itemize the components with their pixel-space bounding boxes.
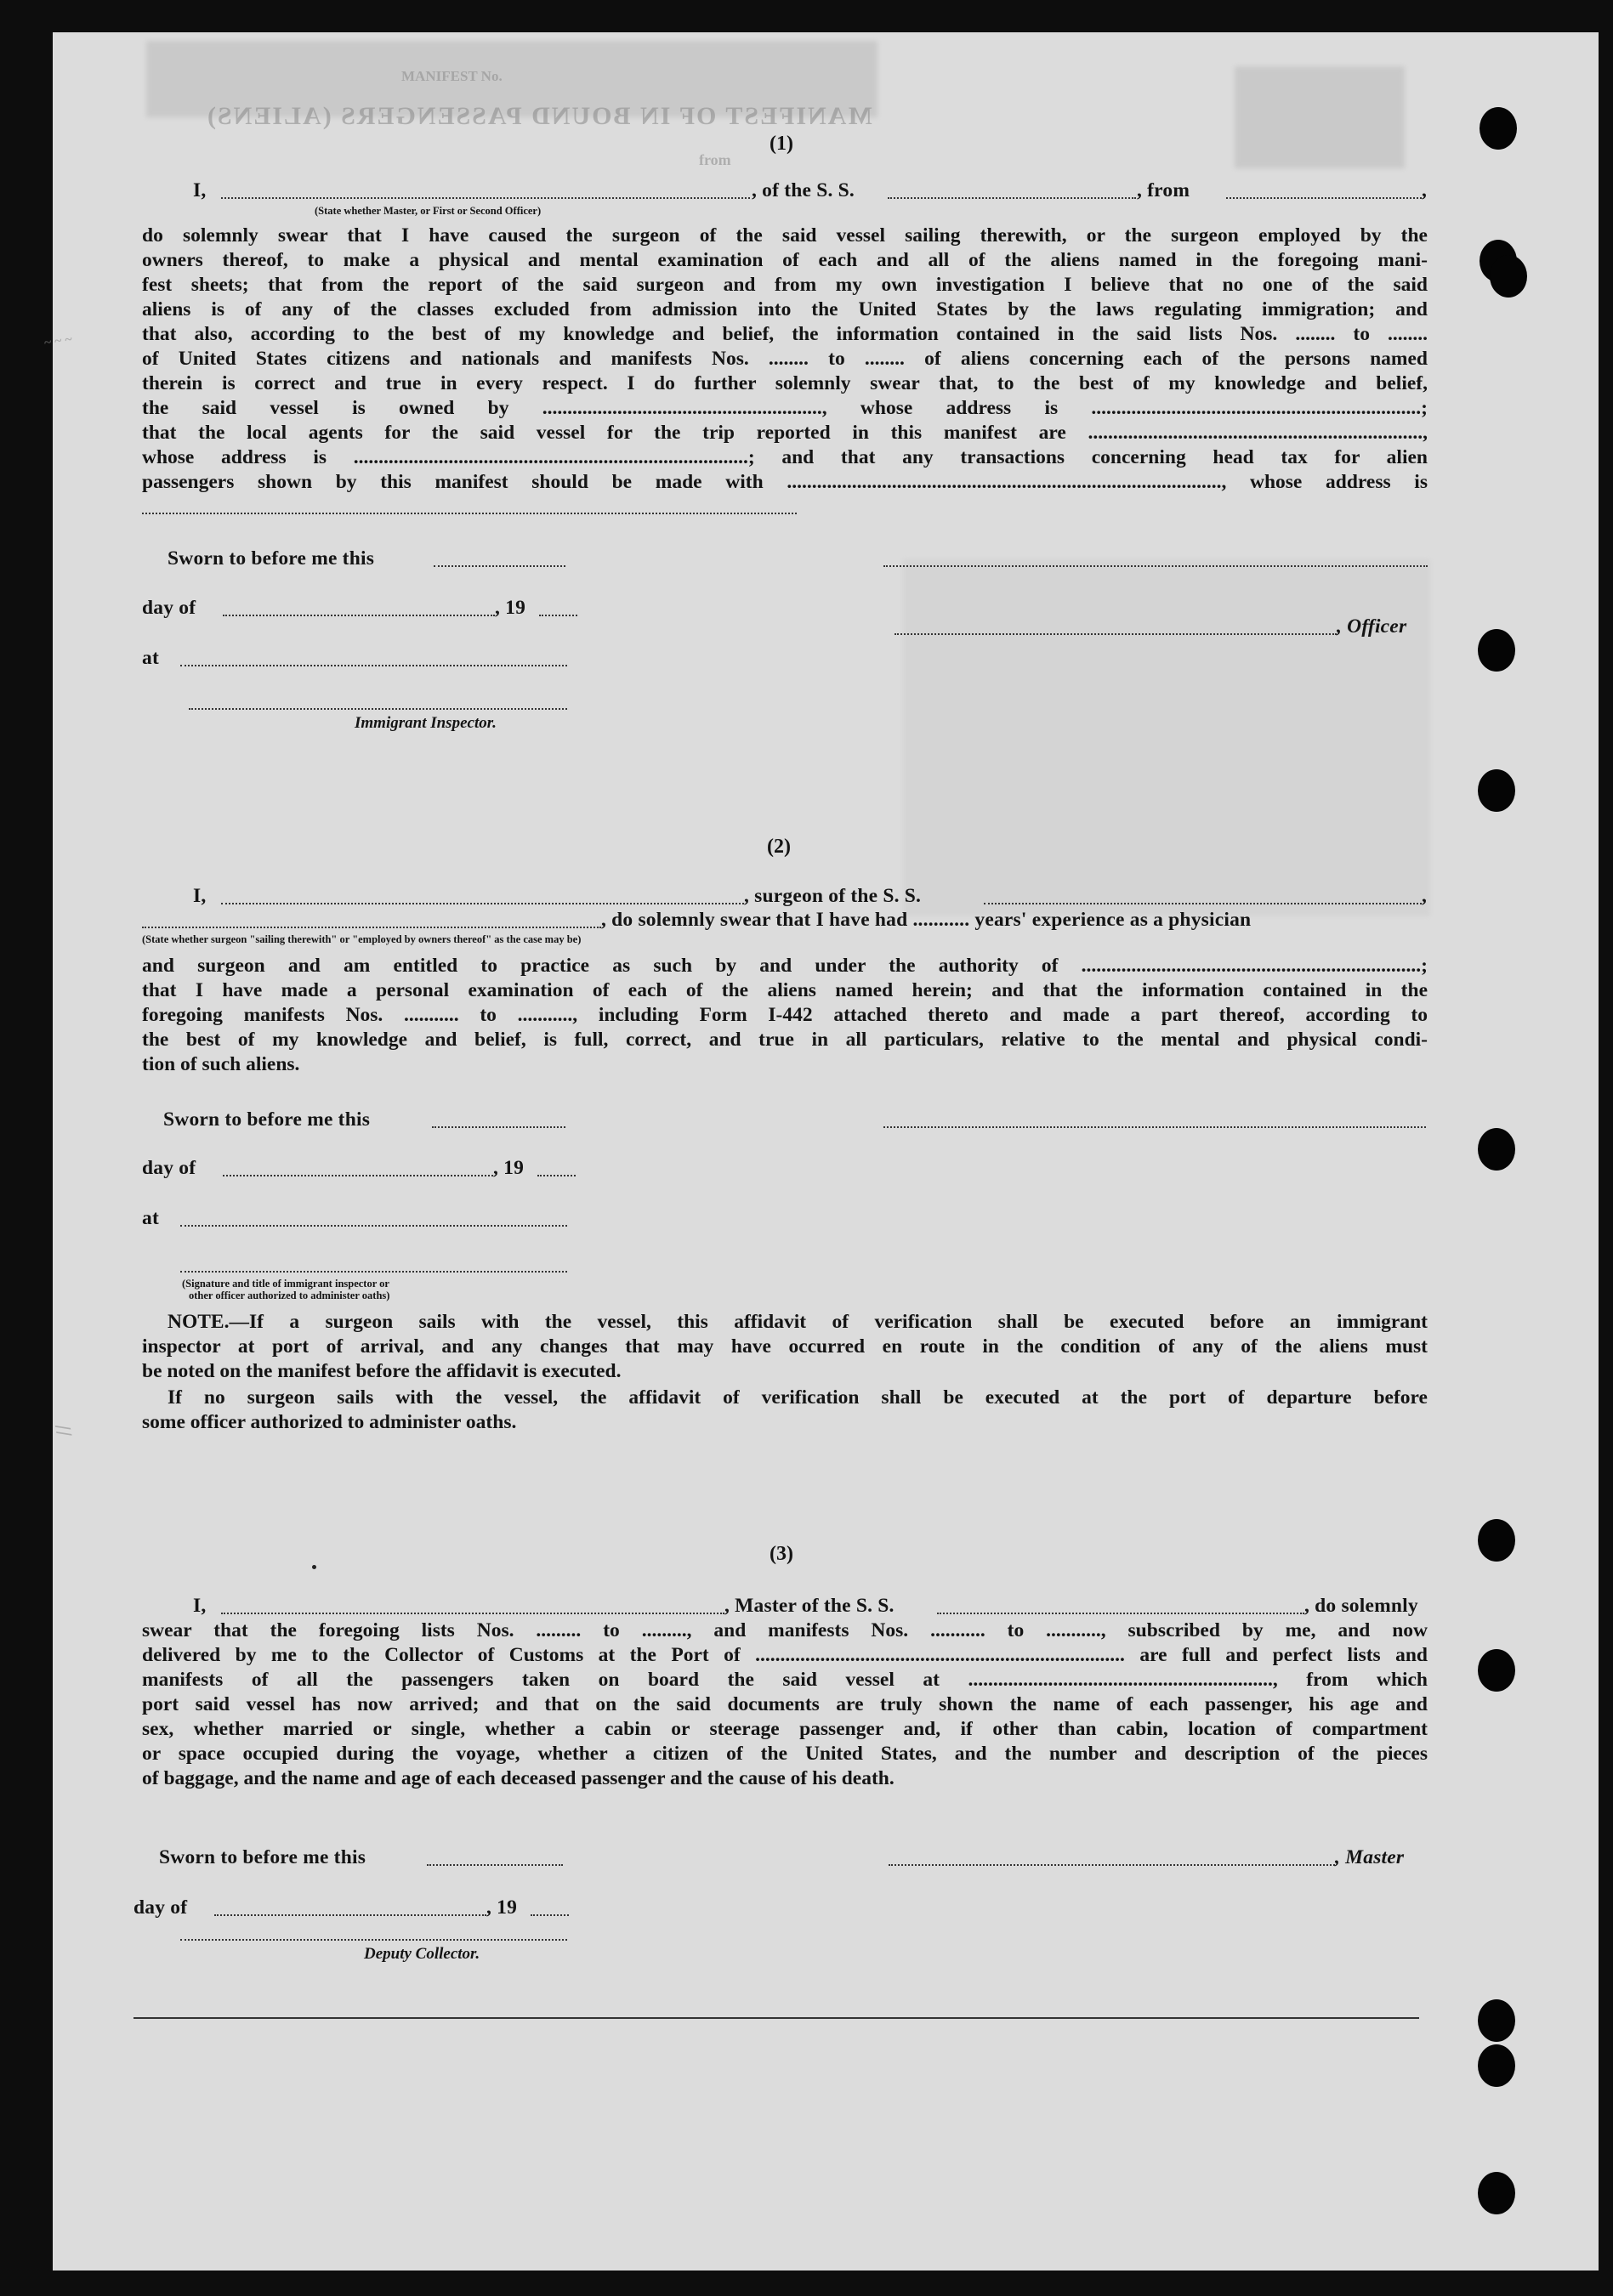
s1-line: passengers shown by this manifest should be made with ......................................................................................., whose address is — [142, 471, 1428, 493]
s1-ship-name-line — [888, 197, 1136, 199]
s1-of-ss: , of the S. S. — [752, 179, 855, 201]
s2-line: that I have made a personal examination of each of the aliens named herein; and that the information contained in the — [142, 979, 1428, 1001]
punch-hole — [1478, 1649, 1515, 1692]
punch-hole — [1478, 2044, 1515, 2087]
s1-inspector-sign-line — [189, 708, 567, 710]
s3-do-solemnly: , do solemnly — [1304, 1595, 1418, 1617]
s1-sworn: Sworn to before me this — [168, 547, 375, 570]
s1-line: fest sheets; that from the report of the said surgeon and from my own investigation I believe that no one of the said — [142, 274, 1428, 296]
punch-hole — [1480, 107, 1517, 150]
section-1-heading: (1) — [770, 133, 793, 155]
s2-sailing-line — [142, 927, 601, 928]
s3-collector-sign-line — [180, 1939, 567, 1941]
s2-oath-paragraph — [142, 954, 1428, 1077]
s3-line: sex, whether married or single, whether a cabin or steerage passenger and, if other than cabin, location of compartment — [142, 1718, 1428, 1740]
s1-officer-label — [1337, 615, 1406, 638]
punch-hole — [1478, 2172, 1515, 2214]
s1-oath-paragraph — [142, 224, 1428, 495]
s2-signature-caption-1: (Signature and title of immigrant inspector or — [182, 1278, 389, 1290]
punch-hole — [1478, 769, 1515, 812]
s2-signature-line — [180, 1271, 567, 1273]
s3-ship-name-line — [937, 1613, 1304, 1614]
s1-line: owners thereof, to make a physical and mental examination of each and all of the aliens named in the foregoing mani- — [142, 249, 1428, 271]
s2-sworn: Sworn to before me this — [163, 1108, 371, 1131]
s3-master-sign-line — [889, 1864, 1335, 1866]
s1-officer-text: , Officer — [1337, 615, 1407, 638]
s1-line: whose address is ...............................................................................; and that any transactions concerning head tax for alien — [142, 446, 1428, 468]
s3-day-line — [214, 1914, 486, 1916]
punch-hole — [1478, 629, 1515, 672]
s2-line: foregoing manifests Nos. ........... to ..........., including Form I-442 attached thereto and made a part thereof, according to — [142, 1004, 1428, 1026]
section-2-heading: (2) — [767, 836, 791, 858]
s3-year-line — [531, 1914, 569, 1916]
s1-year-line — [539, 615, 577, 616]
s3-master-label — [1335, 1845, 1404, 1869]
s2-line: tion of such aliens. — [142, 1053, 300, 1075]
punch-hole — [1478, 1999, 1515, 2042]
punch-hole — [1490, 255, 1527, 298]
s1-officer-sign-line — [883, 565, 1428, 567]
margin-pencil-mark: // — [50, 1422, 77, 1439]
s3-collector-caption: Deputy Collector. — [364, 1945, 480, 1963]
s1-line: the said vessel is owned by ........................................................, whose address is ..................................................................; — [142, 397, 1428, 419]
s2-year: , 19 — [493, 1157, 525, 1179]
punch-hole — [1478, 1519, 1515, 1562]
s2-swear: , do solemnly swear that I have had ........... years' experience as a physician — [601, 909, 1252, 931]
s3-oath-paragraph — [142, 1619, 1428, 1791]
s3-day-of: day of — [133, 1896, 188, 1919]
s2-line: and surgeon and am entitled to practice as such by and under the authority of ....................................................................; — [142, 955, 1428, 977]
s2-day-line — [223, 1175, 493, 1176]
s1-at-line — [180, 665, 567, 666]
s3-i: I, — [193, 1595, 207, 1617]
s1-day-line — [223, 615, 495, 616]
bottom-rule — [133, 2017, 1419, 2019]
punch-hole — [1478, 1128, 1515, 1171]
s2-sworn-line — [432, 1126, 565, 1128]
s1-officer-name-line — [221, 197, 750, 199]
s3-line: or space occupied during the voyage, whether a citizen of the United States, and the number and description of the pieces — [142, 1743, 1428, 1765]
s3-sworn: Sworn to before me this — [159, 1846, 366, 1868]
s3-line: port said vessel has now arrived; and that on the said documents are truly shown the name of each passenger, his age and — [142, 1693, 1428, 1715]
s1-line: therein is correct and true in every respect. I do further solemnly swear that, to the best of my knowledge and belief, — [142, 372, 1428, 394]
manifest-page — [43, 32, 1599, 2270]
stray-mark — [312, 1565, 316, 1569]
s3-line: of baggage, and the name and age of each deceased passenger and the cause of his death. — [142, 1767, 895, 1789]
s1-line: that also, according to the best of my knowledge and belief, the information contained in the said lists Nos. ........ to ........ — [142, 323, 1428, 345]
s3-line: delivered by me to the Collector of Customs at the Port of .......................................................................... are full and perfect lists and — [142, 1644, 1428, 1666]
s2-comma: , — [1422, 885, 1428, 907]
s1-line: of United States citizens and nationals and manifests Nos. ........ to ........ of aliens concerning each of the persons named — [142, 348, 1428, 370]
s1-day-of: day of — [142, 597, 196, 619]
s2-ship-name-line — [984, 903, 1422, 904]
section-3-heading: (3) — [770, 1543, 793, 1565]
s1-from: , from — [1137, 179, 1190, 201]
s1-at: at — [142, 647, 159, 669]
bleed-banner: MANIFEST OF IN BOUND PASSENGERS (ALIENS) — [206, 102, 872, 130]
s2-note2-line: If no surgeon sails with the vessel, the affidavit of verification shall be executed at the port of departure before — [168, 1386, 1428, 1409]
bleed-smudge-mid — [903, 559, 1430, 916]
s2-note2-paragraph — [142, 1386, 1428, 1435]
s1-inspector-caption: Immigrant Inspector. — [355, 714, 497, 732]
s3-master-name-line — [221, 1613, 724, 1614]
margin-pencil-mark: ~ ~ ~ — [43, 332, 73, 351]
s2-i: I, — [193, 885, 207, 907]
s2-surgeon-name-line — [221, 903, 744, 904]
s3-line: manifests of all the passengers taken on board the said vessel at ............................................................., from which — [142, 1669, 1428, 1691]
s2-year-line — [537, 1175, 576, 1176]
s1-from-line — [1226, 197, 1422, 199]
s2-surgeon-of-ss: , surgeon of the S. S. — [744, 885, 922, 907]
s3-sworn-line — [427, 1864, 563, 1866]
s2-at-line — [180, 1225, 567, 1227]
s1-i: I, — [193, 179, 207, 201]
s1-comma: , — [1422, 179, 1428, 201]
s1-line: aliens is of any of the classes excluded from admission into the United States by the laws regulating immigration; and — [142, 298, 1428, 320]
bleed-manifest-no: MANIFEST No. — [401, 68, 503, 84]
s3-master-text: , Master — [1335, 1846, 1405, 1868]
s2-officer-sign-line — [883, 1126, 1426, 1128]
s1-address-continuation-line — [142, 513, 797, 514]
s1-line: do solemnly swear that I have caused the surgeon of the said vessel sailing therewith, or the surgeon employed by the — [142, 224, 1428, 247]
s2-note-line: be noted on the manifest before the affidavit is executed. — [142, 1360, 622, 1382]
s1-year: , 19 — [495, 597, 526, 619]
s2-day-of: day of — [142, 1157, 196, 1179]
s2-line: the best of my knowledge and belief, is full, correct, and true in all particulars, relative to the mental and physical condi- — [142, 1029, 1428, 1051]
s2-signature-caption-2: other officer authorized to administer oaths) — [189, 1290, 390, 1301]
bleed-from: from — [699, 151, 731, 168]
s2-note-paragraph — [142, 1310, 1428, 1384]
s1-line: that the local agents for the said vessel for the trip reported in this manifest are ..................................................................., — [142, 422, 1428, 444]
s1-officer-caption: (State whether Master, or First or Second Officer) — [315, 205, 542, 217]
bleed-smudge-right — [1235, 66, 1405, 168]
s3-master-of-ss: , Master of the S. S. — [724, 1595, 895, 1617]
s2-note-line: NOTE.—If a surgeon sails with the vessel, this affidavit of verification shall be executed before an immigrant — [168, 1311, 1428, 1333]
s2-at: at — [142, 1207, 159, 1229]
s2-note2-line: some officer authorized to administer oaths. — [142, 1411, 517, 1433]
s2-sailing-caption: (State whether surgeon "sailing therewith" or "employed by owners thereof" as the case may be) — [142, 933, 582, 945]
s3-year: , 19 — [486, 1896, 518, 1919]
s2-note-line: inspector at port of arrival, and any changes that may have occurred en route in the condition of any of the aliens must — [142, 1335, 1428, 1358]
s1-sworn-line — [434, 565, 565, 567]
s1-officer-title-line — [895, 633, 1337, 635]
s3-line: swear that the foregoing lists Nos. ......... to ........., and manifests Nos. ........... to ..........., subscribed by me, and now — [142, 1619, 1428, 1641]
